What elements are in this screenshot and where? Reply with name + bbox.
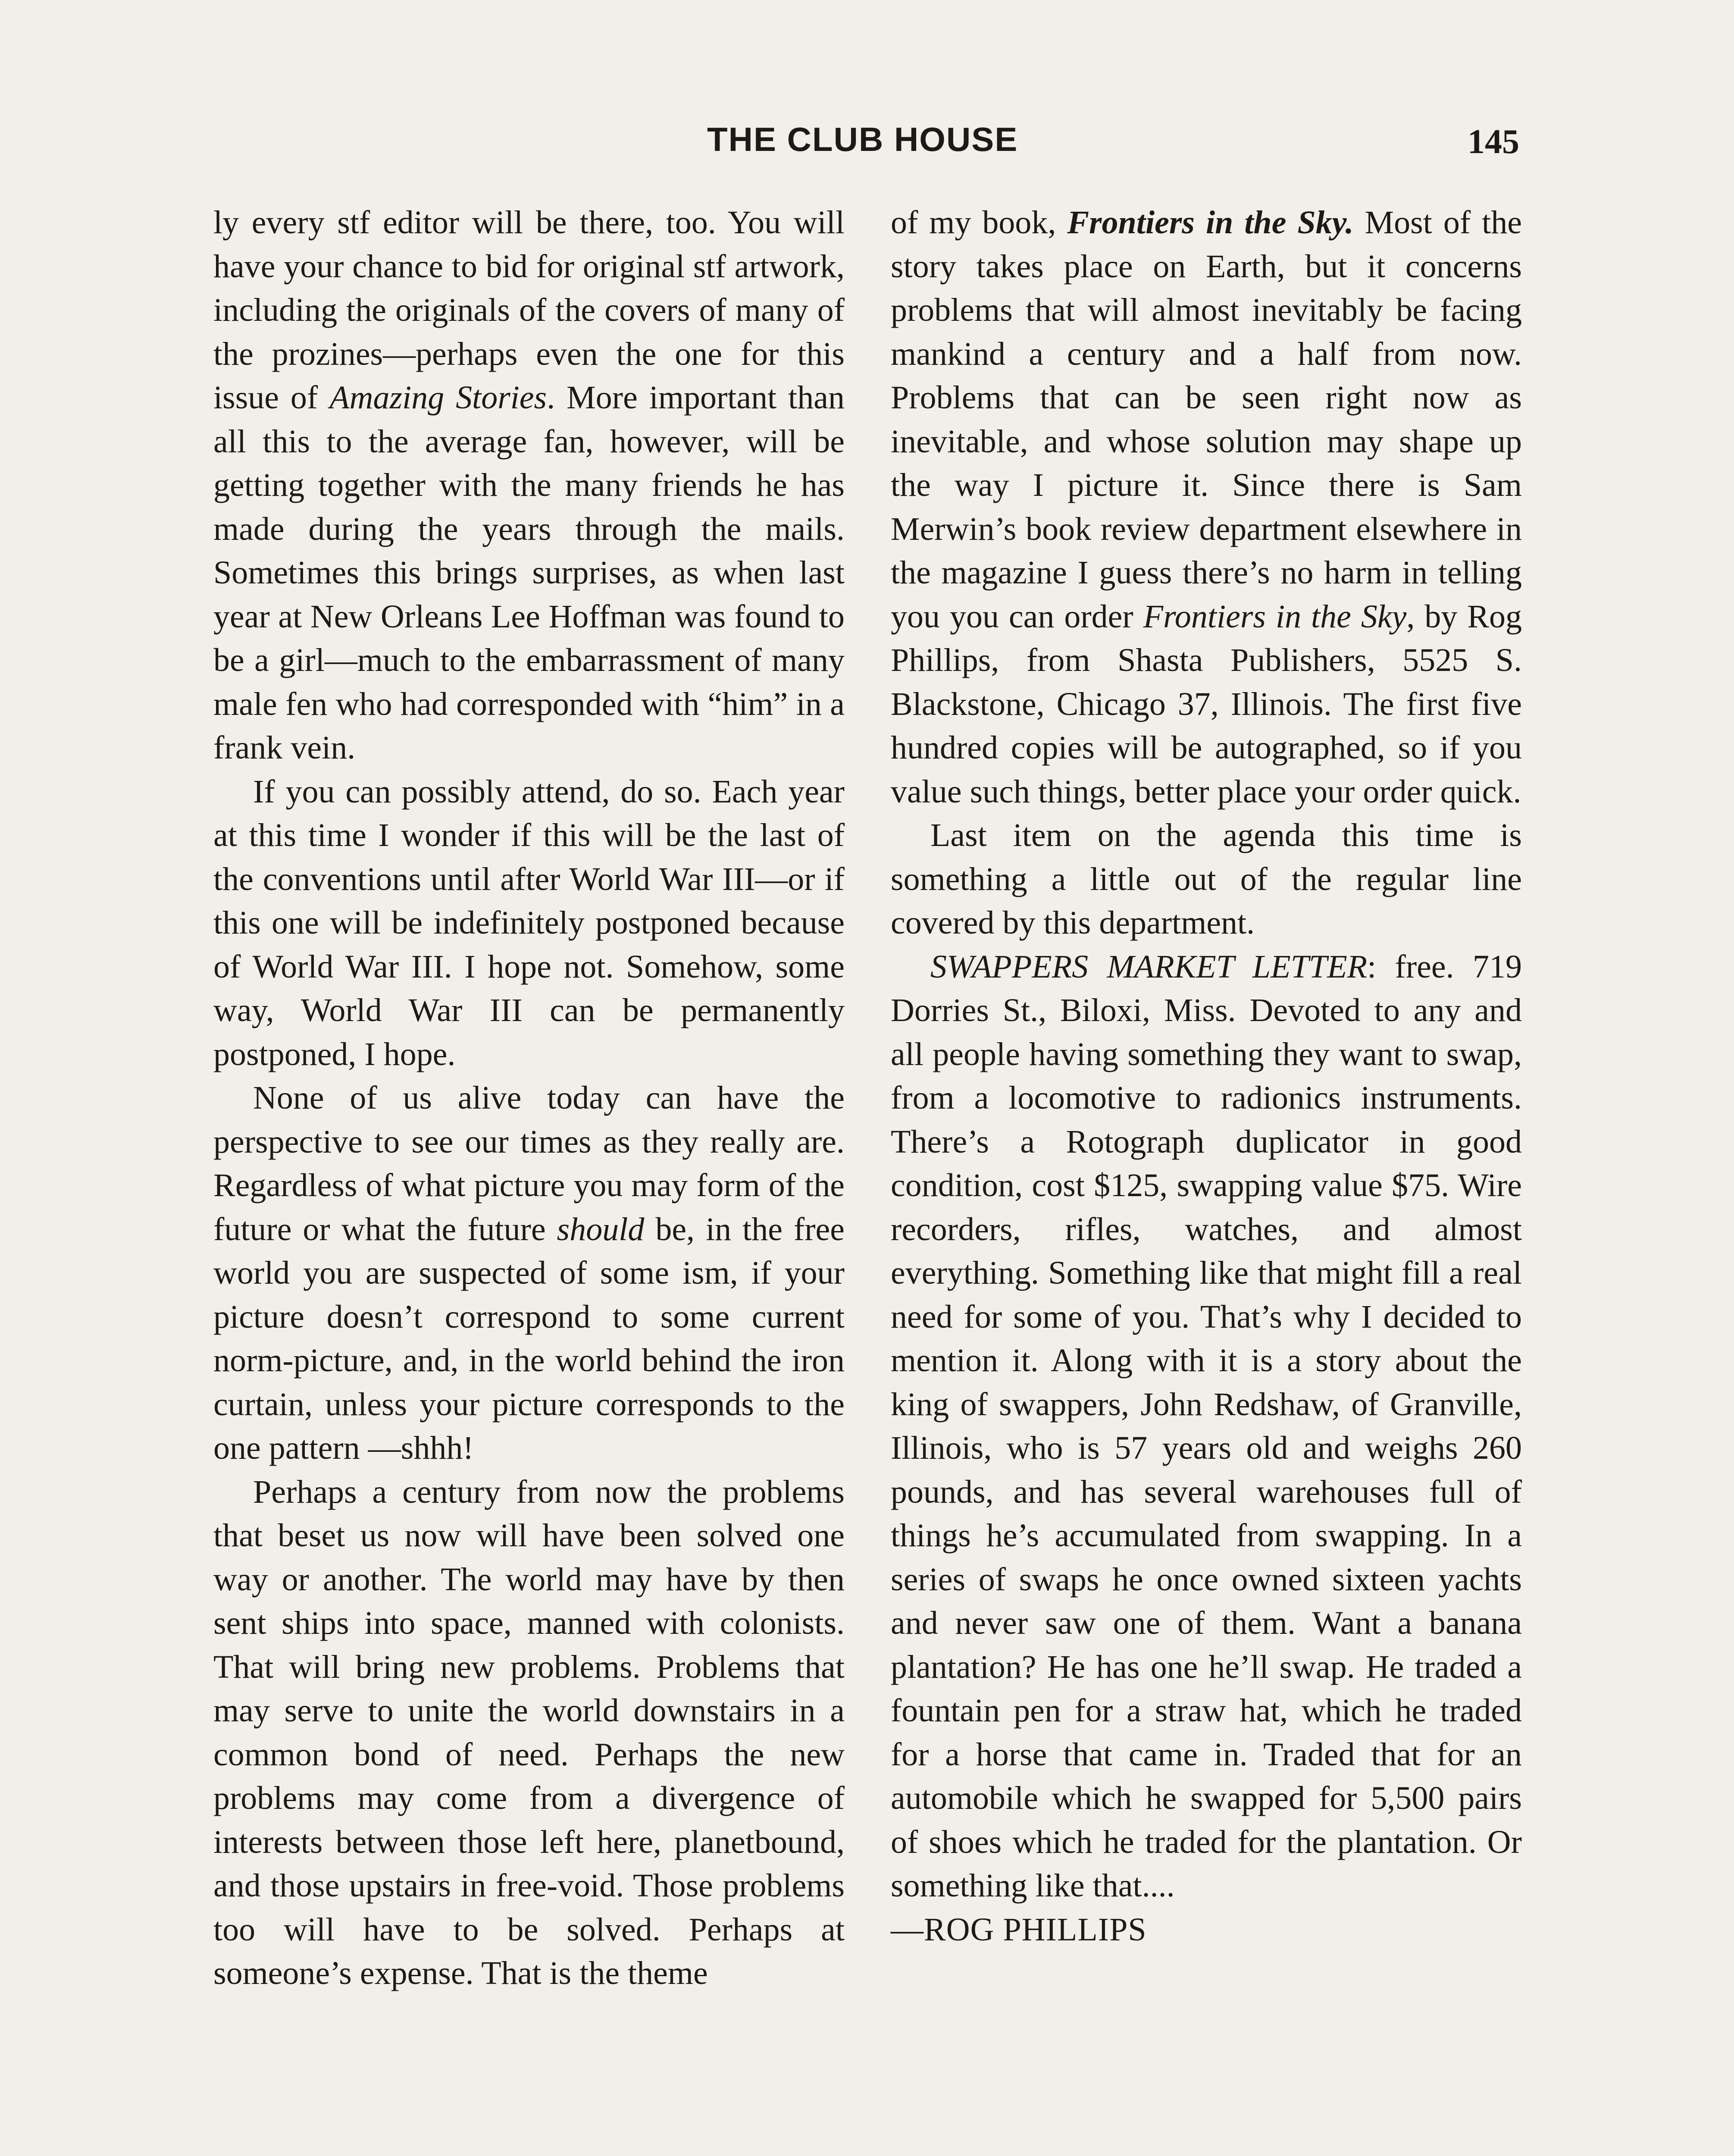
italic-text: should <box>557 1211 645 1247</box>
left-paragraph-2 <box>213 770 845 1077</box>
text-run: None of us alive today can have the perspective to see our times as they really are. Regardless of what picture you may form of the future or what the future <box>213 1080 845 1247</box>
right-paragraph-3 <box>891 945 1522 1908</box>
text-run: Perhaps a century from now the problems that beset us now will have been solved one way or another. The world may have by then sent ships into space, manned with colonists. That will bring new problems. Problems that may serve to unite the world downstairs in a common bond of need. Perhaps the new problems may come from a divergence of interests between those left here, planetbound, and those upstairs in free-void. Those problems too will have to be solved. Perhaps at someone’s expense. That is the theme <box>213 1473 845 1991</box>
right-column <box>891 201 1522 1952</box>
left-column <box>213 201 845 1996</box>
left-paragraph-1 <box>213 201 845 770</box>
right-paragraph-2 <box>891 814 1522 945</box>
left-paragraph-3 <box>213 1076 845 1470</box>
italic-text: SWAPPERS MARKET LETTER <box>930 948 1368 985</box>
text-run: . More important than all this to the average fan, however, will be getting together with the many friends he has made during the years through the mails. Sometimes this brings surprises, as when last year at New Orleans Lee Hoffman was found to be a girl—much to the embarrassment of many male fen who had corresponded with “him” in a frank vein. <box>213 379 845 766</box>
left-paragraph-4 <box>213 1470 845 1996</box>
page-number: 145 <box>1468 123 1519 161</box>
text-run: Most of the story takes place on Earth, but it concerns problems that will almost inevitably be facing mankind a century and a half from now. Problems that can be seen right now as inevitable, and whose solution may shape up the way I picture it. Since there is Sam Merwin’s book review department elsewhere in the magazine I guess there’s no harm in telling you you can order <box>891 204 1522 635</box>
section-title: THE CLUB HOUSE <box>707 120 1018 158</box>
text-run: , by Rog Phillips, from Shasta Publishers, 5525 S. Blackstone, Chicago 37, Illinois. The first five hundred copies will be autographed, so if you value such things, better place your order quick. <box>891 598 1522 810</box>
author-byline: —ROG PHILLIPS <box>891 1911 1147 1948</box>
text-run: of my book, <box>891 204 1067 241</box>
italic-text: Frontiers in the Sky <box>1143 598 1407 635</box>
text-run: : free. 719 Dorries St., Biloxi, Miss. Devoted to any and all people having something they want to swap, from a locomotive to radionics instruments. There’s a Rotograph duplicator in good condition, cost $125, swapping value $75. Wire recorders, rifles, watches, and almost everything. Something like that might fill a real need for some of you. That’s why I decided to mention it. Along with it is a story about the king of swappers, John Redshaw, of Granville, Illinois, who is 57 years old and weighs 260 pounds, and has several warehouses full of things he’s accumulated from swapping. In a series of swaps he once owned sixteen yachts and never saw one of them. Want a banana plantation? He has one he’ll swap. He traded a fountain pen for a straw hat, which he traded for a horse that came in. Traded that for an automobile which he swapped for 5,500 pairs of shoes which he traded for the plantation. Or something like that.... <box>891 948 1522 1904</box>
text-run: Last item on the agenda this time is something a little out of the regular line covered by this department. <box>891 817 1522 941</box>
right-paragraph-1 <box>891 201 1522 814</box>
text-run: be, in the free world you are suspected of some ism, if your picture doesn’t correspond to some current norm-picture, and, in the world behind the iron curtain, unless your picture corresponds to the one pattern —shhh! <box>213 1211 845 1466</box>
running-head <box>0 116 1734 163</box>
text-run: If you can possibly attend, do so. Each year at this time I wonder if this will be the last of the conventions until after World War III—or if this one will be indefinitely postponed because of World War III. I hope not. Somehow, some way, World War III can be permanently postponed, I hope. <box>213 773 845 1072</box>
italic-text: Frontiers in the Sky. <box>1067 204 1354 241</box>
text-run: ly every stf editor will be there, too. You will have your chance to bid for original stf artwork, including the originals of the covers of many of the prozines—perhaps even the one for this issue of <box>213 204 845 416</box>
italic-text: Amazing Stories <box>329 379 547 416</box>
